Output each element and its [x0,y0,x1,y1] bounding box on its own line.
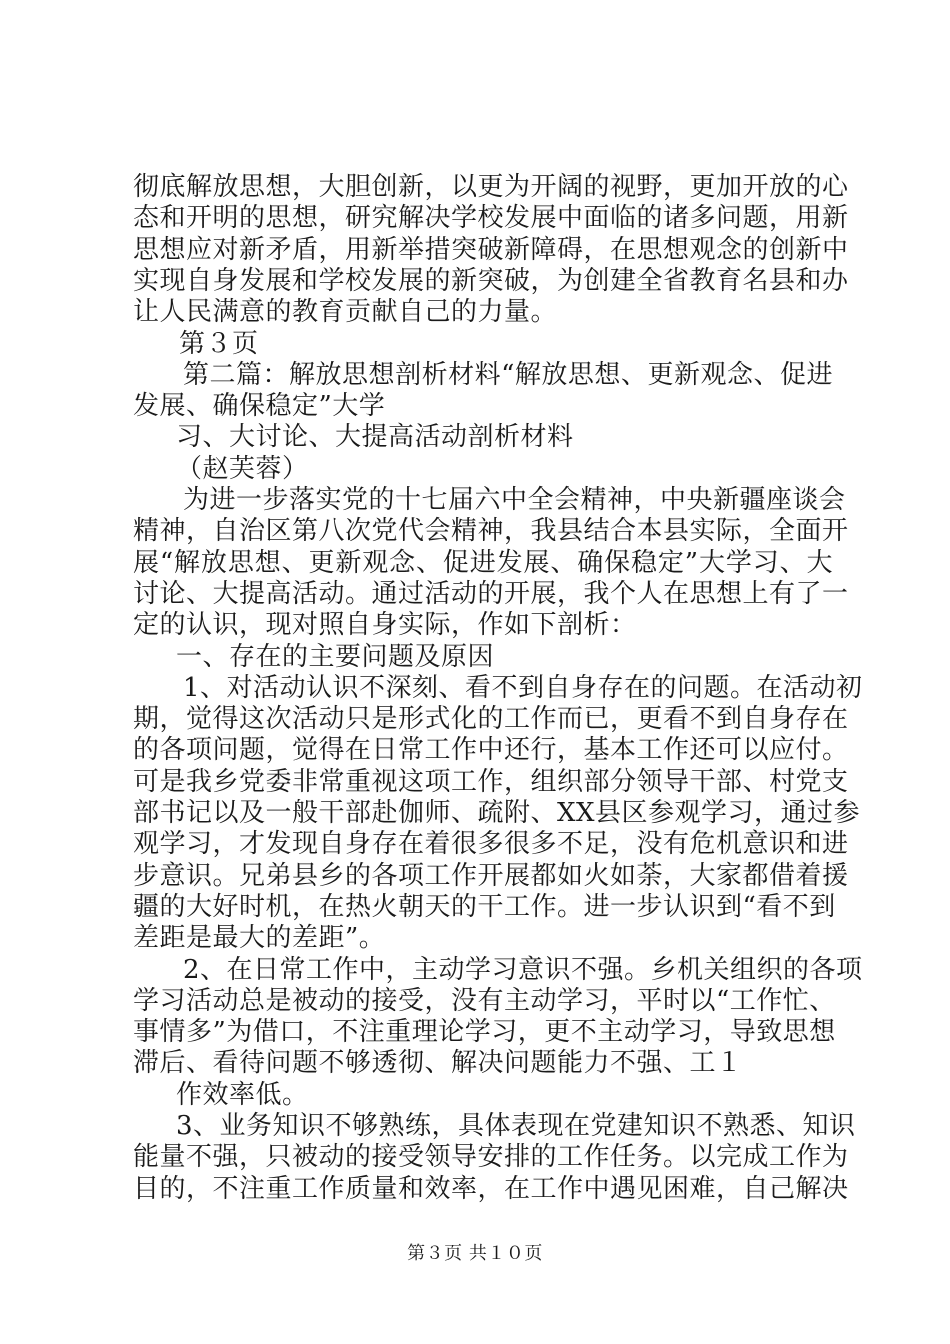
paragraph-line: 作效率低。 [176,1080,309,1110]
paragraph-line: 疆的大好时机，在热火朝天的干工作。进一步认识到“看不到 [133,892,836,922]
paragraph-line: 3、业务知识不够熟练，具体表现在党建知识不熟悉、知识 [176,1111,856,1141]
paragraph-line: 2、在日常工作中，主动学习意识不强。乡机关组织的各项 [183,955,863,985]
paragraph-line: 精神，自治区第八次党代会精神，我县结合本县实际，全面开 [133,516,849,546]
paragraph-line: 部书记以及一般干部赴伽师、疏附、XX县区参观学习，通过参 [133,798,861,828]
paragraph-line: 目的，不注重工作质量和效率，在工作中遇见困难，自己解决 [133,1174,849,1204]
paragraph-line: 步意识。兄弟县乡的各项工作开展都如火如荼，大家都借着援 [133,861,849,891]
paragraph-line: 滞后、看待问题不够透彻、解决问题能力不强、工１ [133,1048,743,1078]
paragraph-line: 为进一步落实党的十七届六中全会精神，中央新疆座谈会 [183,485,846,515]
paragraph-line: 观学习，才发现自身存在着很多很多不足，没有危机意识和进 [133,829,849,859]
page-footer: 第３页 共１０页 [407,1243,543,1264]
paragraph-line: 定的认识，现对照自身实际，作如下剖析： [133,610,637,640]
paragraph-line: 可是我乡党委非常重视这项工作，组织部分领导干部、村党支 [133,767,849,797]
section-subtitle: 习、大讨论、大提高活动剖析材料 [176,422,574,452]
paragraph-line: 事情多”为借口，不注重理论学习，更不主动学习，导致思想 [133,1017,836,1047]
paragraph-line: 的各项问题，觉得在日常工作中还行，基本工作还可以应付。 [133,735,849,765]
paragraph-line: 能量不强，只被动的接受领导安排的工作任务。以完成工作为 [133,1142,849,1172]
paragraph-line: 展“解放思想、更新观念、促进发展、确保稳定”大学习、大 [133,548,833,578]
paragraph-line: 差距是最大的差距”。 [133,923,386,953]
paragraph-line: 1、对活动认识不深刻、看不到自身存在的问题。在活动初 [183,673,863,703]
author-name: （赵芙蓉） [176,454,309,484]
section-title: 第二篇：解放思想剖析材料“解放思想、更新观念、促进 [183,360,833,390]
section-title-continued: 发展、确保稳定”大学 [133,391,386,421]
section-heading: 一、存在的主要问题及原因 [176,642,495,672]
page-marker: 第３页 [179,329,259,359]
paragraph-line: 实现自身发展和学校发展的新突破，为创建全省教育名县和办 [133,266,849,296]
paragraph-line: 彻底解放思想，大胆创新，以更为开阔的视野，更加开放的心 [133,172,849,202]
paragraph-line: 学习活动总是被动的接受，没有主动学习，平时以“工作忙、 [133,986,836,1016]
paragraph-line: 思想应对新矛盾，用新举措突破新障碍，在思想观念的创新中 [133,235,849,265]
paragraph-line: 讨论、大提高活动。通过活动的开展，我个人在思想上有了一 [133,579,849,609]
paragraph-line: 让人民满意的教育贡献自己的力量。 [133,297,558,327]
paragraph-line: 态和开明的思想，研究解决学校发展中面临的诸多问题，用新 [133,203,849,233]
paragraph-line: 期，觉得这次活动只是形式化的工作而已，更看不到自身存在 [133,704,849,734]
